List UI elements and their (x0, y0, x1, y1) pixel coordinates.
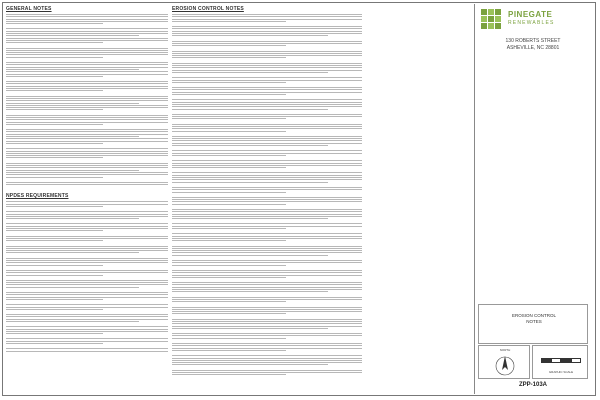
text-line (172, 289, 362, 290)
text-line (6, 270, 168, 271)
text-line (6, 163, 168, 164)
text-line (6, 136, 139, 137)
text-line (172, 63, 362, 64)
text-line (6, 297, 168, 298)
sheet-title-line-2: NOTES (526, 319, 542, 324)
text-line (172, 165, 362, 166)
text-line (172, 345, 362, 346)
text-line (172, 104, 362, 105)
text-line (172, 136, 362, 137)
erosion-notes-text (172, 14, 362, 380)
text-line (6, 216, 168, 217)
text-line (172, 252, 362, 253)
text-line (6, 333, 103, 334)
text-line (172, 226, 362, 227)
text-line (172, 358, 362, 359)
text-line (6, 206, 103, 207)
graphic-scale-box (532, 345, 588, 379)
text-line (172, 287, 362, 288)
text-line (6, 211, 168, 212)
text-line (6, 76, 103, 77)
text-line (6, 50, 168, 51)
text-line (172, 262, 362, 263)
text-line (172, 238, 362, 239)
text-line (6, 236, 168, 237)
text-line (172, 374, 286, 375)
address-line-2: ASHEVILLE, NC 28801 (506, 45, 560, 51)
text-line (172, 291, 328, 292)
text-line (6, 341, 168, 342)
text-line (6, 122, 168, 123)
text-line (6, 167, 168, 168)
text-line (172, 199, 362, 200)
text-line (6, 170, 139, 171)
text-line (6, 218, 139, 219)
text-line (6, 314, 168, 315)
text-line (6, 107, 168, 108)
text-line (172, 228, 286, 229)
text-line (172, 323, 362, 324)
text-line (172, 250, 362, 251)
text-line (172, 277, 286, 278)
text-line (6, 62, 168, 63)
text-line (172, 116, 362, 117)
text-line (6, 33, 168, 34)
north-arrow-icon (479, 350, 531, 380)
text-line (172, 360, 362, 361)
text-line (172, 282, 362, 283)
text-line (172, 275, 362, 276)
text-line (6, 230, 103, 231)
text-line (172, 19, 362, 20)
text-line (6, 90, 103, 91)
text-line (6, 23, 103, 24)
text-line (172, 55, 362, 56)
text-line (172, 143, 362, 144)
text-line (6, 321, 139, 322)
text-line (172, 175, 362, 176)
text-line (172, 89, 362, 90)
text-line (172, 131, 286, 132)
text-line (6, 96, 168, 97)
text-line (6, 177, 103, 178)
text-line (6, 304, 168, 305)
text-line (172, 163, 362, 164)
text-line (6, 174, 168, 175)
text-line (6, 250, 168, 251)
text-line (172, 26, 362, 27)
text-line (172, 284, 362, 285)
text-line (172, 246, 362, 247)
text-line (6, 131, 168, 132)
text-line (6, 338, 168, 339)
text-line (172, 313, 286, 314)
text-line (172, 350, 286, 351)
sheet-title-box (478, 304, 588, 344)
text-line (172, 355, 362, 356)
sheet-title-line-1: EROSION CONTROL (511, 313, 556, 318)
text-line (6, 157, 103, 158)
text-line (6, 265, 103, 266)
text-line (6, 54, 168, 55)
text-line (6, 287, 139, 288)
text-line (6, 280, 168, 281)
text-line (6, 326, 168, 327)
text-line (172, 106, 362, 107)
text-line (6, 284, 168, 285)
text-line (172, 338, 286, 339)
text-line (172, 128, 362, 129)
text-line (172, 335, 362, 336)
text-line (172, 307, 362, 308)
text-line (172, 43, 362, 44)
text-line (6, 100, 168, 101)
text-line (6, 316, 168, 317)
text-line (172, 87, 362, 88)
text-line (172, 319, 362, 320)
text-line (172, 311, 362, 312)
text-line (172, 72, 328, 73)
text-line (172, 114, 362, 115)
text-line (6, 204, 168, 205)
text-line (172, 145, 328, 146)
text-line (172, 204, 286, 205)
npdes-heading: NPDES REQUIREMENTS (6, 193, 69, 200)
npdes-text (6, 201, 168, 351)
text-line (172, 51, 362, 52)
text-line (6, 28, 168, 29)
text-line (6, 103, 139, 104)
text-line (172, 109, 328, 110)
logo-text-top: PINEGATE (508, 10, 553, 19)
text-line (6, 214, 168, 215)
text-line (172, 309, 362, 310)
text-line (6, 343, 103, 344)
text-line (172, 187, 362, 188)
text-line (172, 214, 362, 215)
text-line (6, 282, 168, 283)
text-line (6, 57, 103, 58)
text-line (6, 228, 168, 229)
text-line (6, 98, 168, 99)
text-line (6, 165, 168, 166)
text-line (172, 99, 362, 100)
text-line (172, 31, 362, 32)
text-line (172, 255, 328, 256)
text-line (172, 209, 362, 210)
text-line (6, 260, 168, 261)
text-line (172, 272, 362, 273)
text-line (6, 182, 168, 183)
address-line-1: 130 ROBERTS STREET (505, 38, 561, 44)
text-line (172, 370, 362, 371)
north-arrow-box (478, 345, 530, 379)
text-line (172, 328, 328, 329)
text-line (6, 201, 168, 202)
vertical-disclaimer-text (584, 6, 592, 146)
text-line (6, 31, 168, 32)
text-line (6, 238, 168, 239)
text-line (172, 301, 286, 302)
text-line (6, 115, 168, 116)
text-line (6, 275, 103, 276)
text-line (6, 151, 168, 152)
text-line (172, 248, 362, 249)
text-line (6, 74, 168, 75)
logo-text-bottom: RENEWABLES (508, 20, 555, 26)
text-line (6, 64, 168, 65)
text-line (172, 57, 286, 58)
text-line (172, 126, 362, 127)
text-line (172, 53, 362, 54)
text-line (172, 35, 328, 36)
text-line (6, 105, 168, 106)
text-line (6, 86, 168, 87)
logo-mark-icon (480, 8, 502, 30)
text-line (172, 14, 362, 15)
text-line (172, 321, 362, 322)
graphic-scale-label: GRAPHIC SCALE (548, 370, 574, 374)
general-notes-column (6, 6, 168, 353)
text-line (172, 211, 362, 212)
text-line (172, 326, 362, 327)
text-line (6, 246, 168, 247)
text-line (172, 138, 362, 139)
text-line (172, 94, 286, 95)
text-line (172, 67, 362, 68)
text-line (6, 14, 168, 15)
text-line (6, 248, 168, 249)
text-line (172, 216, 362, 217)
text-line (172, 28, 362, 29)
text-line (172, 223, 362, 224)
text-line (172, 70, 362, 71)
text-line (6, 69, 139, 70)
text-line (6, 117, 168, 118)
text-line (172, 33, 362, 34)
text-line (172, 270, 362, 271)
text-line (172, 297, 362, 298)
text-line (172, 21, 286, 22)
text-line (6, 83, 168, 84)
text-line (172, 240, 286, 241)
sheet-number: ZPP-103A (518, 382, 547, 388)
text-line (172, 155, 286, 156)
text-line (172, 201, 362, 202)
text-line (6, 119, 168, 120)
text-line (172, 233, 362, 234)
erosion-notes-column (172, 6, 362, 380)
text-line (6, 153, 168, 154)
text-line (6, 40, 168, 41)
general-notes-heading: GENERAL NOTES (6, 6, 52, 12)
text-line (172, 82, 286, 83)
scale-bar-icon (541, 358, 581, 363)
text-line (6, 38, 168, 39)
text-line (6, 292, 168, 293)
text-line (6, 67, 168, 68)
text-line (172, 362, 362, 363)
text-line (6, 71, 168, 72)
text-line (6, 109, 103, 110)
text-line (172, 348, 362, 349)
text-line (6, 226, 168, 227)
text-line (172, 92, 362, 93)
text-line (6, 148, 168, 149)
text-line (6, 252, 139, 253)
text-line (172, 189, 362, 190)
text-line (172, 179, 362, 180)
text-line (172, 265, 286, 266)
text-line (6, 19, 168, 20)
text-line (172, 197, 362, 198)
text-line (6, 319, 168, 320)
text-line (6, 52, 168, 53)
text-line (6, 223, 168, 224)
general-notes-text (6, 14, 168, 185)
erosion-notes-heading: EROSION CONTROL NOTES (172, 6, 244, 12)
company-logo (478, 6, 588, 34)
text-line (172, 236, 362, 237)
text-line (6, 262, 168, 263)
text-line (172, 45, 286, 46)
text-line (172, 80, 362, 81)
text-line (172, 343, 362, 344)
text-line (172, 160, 362, 161)
text-line (172, 41, 362, 42)
text-line (6, 172, 168, 173)
text-line (172, 153, 362, 154)
text-line (6, 124, 103, 125)
text-line (6, 351, 168, 352)
text-line (6, 21, 168, 22)
text-line (6, 329, 168, 330)
text-line (6, 299, 103, 300)
text-line (6, 309, 103, 310)
text-line (6, 307, 168, 308)
text-line (6, 348, 168, 349)
text-line (172, 299, 362, 300)
text-line (172, 364, 328, 365)
text-line (6, 294, 168, 295)
text-line (6, 258, 168, 259)
text-line (172, 150, 362, 151)
text-line (172, 177, 362, 178)
text-line (6, 240, 103, 241)
text-line (172, 140, 362, 141)
text-line (172, 218, 328, 219)
text-line (6, 184, 168, 185)
text-line (172, 333, 362, 334)
company-address (478, 38, 588, 52)
text-line (172, 192, 286, 193)
north-label: NORTH (499, 348, 511, 352)
text-line (172, 182, 328, 183)
text-line (6, 143, 103, 144)
text-line (172, 260, 362, 261)
text-line (172, 102, 362, 103)
text-line (172, 167, 286, 168)
text-line (6, 81, 168, 82)
text-line (6, 42, 103, 43)
text-line (172, 65, 362, 66)
text-line (172, 77, 362, 78)
text-line (172, 377, 362, 380)
text-line (6, 16, 168, 17)
text-line (172, 372, 362, 373)
text-line (6, 35, 139, 36)
text-line (172, 124, 362, 125)
text-line (172, 118, 286, 119)
text-line (6, 88, 168, 89)
text-line (6, 48, 168, 49)
text-line (6, 134, 168, 135)
text-line (6, 129, 168, 130)
text-line (6, 141, 168, 142)
text-line (172, 16, 362, 17)
text-line (6, 272, 168, 273)
text-line (172, 172, 362, 173)
text-line (6, 138, 168, 139)
text-line (6, 155, 168, 156)
text-line (6, 331, 168, 332)
